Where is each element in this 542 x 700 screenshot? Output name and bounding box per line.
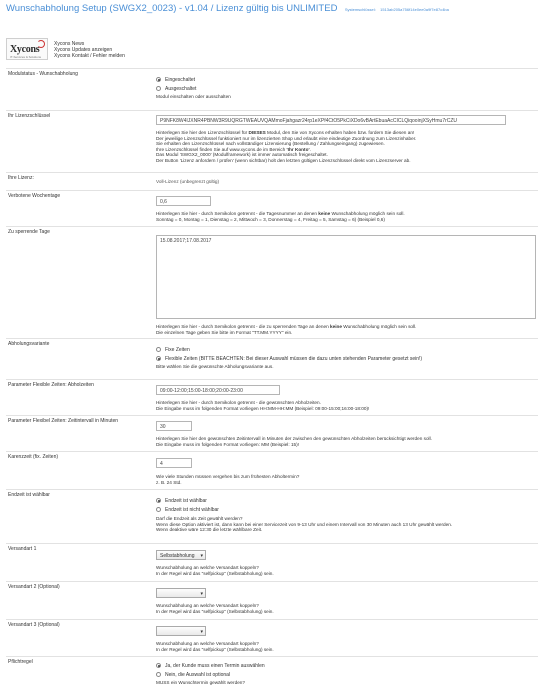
help-versandart-2-line-1: Wunschabholung an welche Versandart koppeln?: [156, 603, 259, 608]
help-versandart-2-line-2: In der Regel wird das "selfpickup" (Selbstabholung) sein.: [156, 608, 274, 614]
page-header: [0, 0, 542, 18]
help-lizenz-line-1: Hinterlegen Sie hier den Lizenzschlüssel für DIESES Modul, den Sie von Xycons erhalten haben bzw. fordern Sie diesen an!: [156, 130, 415, 135]
license-key-input[interactable]: P9NFK8W4IJXNR4PBNW3R9UQRGTWEAUVQAMmoFjahgazr24rp1eXPf4CtO5PkCiXDo6vBArtEbuaAcCICLQiqooinjXSyHmu7rCZU: [156, 115, 506, 125]
label-zeitintervall: Parameter Flexibel Zeiten: Zeitintervall in Minuten: [8, 418, 119, 424]
shipping-method-2-select[interactable]: [156, 588, 206, 598]
radio-fixe-zeiten[interactable]: Fixe Zeiten: [156, 345, 536, 354]
link-xycons-contact[interactable]: Xycons Kontakt / Fehler melden: [54, 53, 125, 59]
help-wochentage-line-1: Hinterlegen Sie hier - durch Semikolon getrennt - die Tagesnummer an denen keine Wunschabholung möglich sein soll.: [156, 211, 405, 216]
label-ihre-lizenz: Ihre Lizenz:: [8, 175, 34, 181]
system-id-label: Systemschlüssel:: [344, 7, 376, 12]
row-karenzzeit: [6, 451, 538, 489]
system-id-value: 1513ab205a756f14e0ee0a9f7e87c4ba: [380, 7, 449, 12]
help-lizenz-line-6: Der Button 'Lizenz anfordern / prüfen' (wenn sichtbar) holt den letzten gültigen Lizenzschlüssel direkt vom Lizenzserver ab.: [156, 157, 411, 163]
grace-period-input[interactable]: 4: [156, 458, 192, 468]
help-abholungsvariante: Bitte wählen Sie die gewünschte Abholungsvariante aus.: [156, 364, 274, 369]
radio-flexible-zeiten[interactable]: Flexible Zeiten (BITTE BEACHTEN: Bei dieser Auswahl müssen die dazu unten stehenden Parameter gesetzt sein!): [156, 354, 536, 363]
xycons-logo: Xycons IT-Services & Solutions: [6, 38, 48, 60]
help-lizenz-line-4: Ihre Lizenzschlüssel finden Sie auf www.xycons.de im Bereich 'Ihr Konto'.: [156, 146, 311, 152]
help-modulstatus: Modul einschalten oder ausschalten: [156, 94, 231, 99]
help-sperrtage-line-1: Hinterlegen Sie hier - durch Semikolon getrennt - die zu sperrenden Tage an denen keine Wunschabholung möglich sein soll.: [156, 324, 417, 329]
row-zu-sperrende-tage: [6, 226, 538, 336]
label-karenzzeit: Karenzzeit (fix. Zeiten): [8, 454, 59, 460]
label-abholungsvariante: Abholungsvariante: [8, 341, 50, 347]
help-lizenz-line-2: Der jeweilige Lizenzschlüssel funktioniert nur im lizenzierten Shop und erlaubt eine eindeutige Zuordnung zum Lizenzinhaber.: [156, 135, 417, 141]
license-status-value: Voll-Lizenz (unbegrenzt gültig): [156, 179, 220, 184]
row-verbotene-wochentage: [6, 190, 538, 226]
help-versandart-1-line-2: In der Regel wird das "selfpickup" (Selbstabholung) sein.: [156, 570, 274, 576]
radio-unchecked-icon[interactable]: [156, 507, 161, 512]
label-lizenzschluessel: Ihr Lizenzschlüssel: [8, 113, 51, 119]
row-lizenzschluessel: [6, 110, 538, 172]
forbidden-weekdays-input[interactable]: 0,6: [156, 196, 211, 206]
help-karenzzeit-line-1: Wie viele Stunden müssen vergehen bis zum frühesten Abholtermin?: [156, 474, 300, 479]
label-zu-sperrende-tage: Zu sperrende Tage: [8, 229, 50, 235]
chevron-down-icon: ▾: [200, 590, 203, 597]
row-versandart-2: [6, 581, 538, 617]
chevron-down-icon: ▾: [200, 552, 203, 559]
help-wochentage-line-2: Sonntag = 0, Montag = 1, Dienstag = 2, Mittwoch = 3, Donnerstag = 4, Freitag = 5, Samstag = 6) (Beispiel 0,6): [156, 216, 385, 222]
blocked-days-textarea[interactable]: 15.08.2017;17.08.2017: [156, 235, 536, 319]
radio-checked-icon[interactable]: [156, 77, 161, 82]
label-modulstatus: Modulstatus - Wunschabholung: [8, 71, 78, 77]
row-abholungsvariante: [6, 338, 538, 380]
xycons-brand: [6, 38, 166, 64]
shipping-method-1-select[interactable]: Selbstabholung ▾: [156, 550, 206, 560]
help-versandart-3-line-2: In der Regel wird das "selfpickup" (Selbstabholung) sein.: [156, 646, 274, 652]
radio-unchecked-icon[interactable]: [156, 347, 161, 352]
label-versandart-2: Versandart 2 (Optional): [8, 584, 60, 590]
label-versandart-1: Versandart 1: [8, 546, 37, 552]
help-versandart-1-line-1: Wunschabholung an welche Versandart koppeln?: [156, 565, 259, 570]
radio-endzeit-nicht-waehlbar[interactable]: Endzeit ist nicht wählbar: [156, 505, 536, 514]
help-endzeit-line-1: Darf die Endzeit als Zeit gewählt werden?: [156, 516, 243, 521]
row-flexible-abholzeiten: [6, 379, 538, 415]
help-endzeit-line-2: Wenn diese Option aktiviert ist, dann kann bei einer Servicezeit von 9-13 Uhr und einem Intervall von 30 Minuten auch 13 Uhr gewählt werden.: [156, 521, 453, 527]
label-verbotene-wochentage: Verbotene Wochentage: [8, 193, 61, 199]
help-zeitintervall-line-1: Hinterlegen Sie hier den gewünschten Zeitintervall in Minuten der zwischen den gewünschten Abholzeiten berücksichtigt werden soll.: [156, 436, 432, 441]
link-xycons-updates[interactable]: Xycons Updates anzeigen: [54, 47, 113, 53]
radio-pflicht-ja[interactable]: Ja, der Kunde muss einen Termin auswählen: [156, 661, 536, 670]
row-ihre-lizenz: [6, 172, 538, 190]
help-endzeit-line-3: Wenn deaktive wäre 12:30 die letzte wählbare Zeit.: [156, 527, 263, 533]
help-karenzzeit-line-2: z. B. 24 Std.: [156, 479, 182, 485]
help-sperrtage-line-2: Die einzelnen Tage geben Sie bitte im Format "TT.MM.YYYY" ein.: [156, 329, 293, 335]
radio-checked-icon[interactable]: [156, 663, 161, 668]
radio-checked-icon[interactable]: [156, 356, 161, 361]
radio-checked-icon[interactable]: [156, 498, 161, 503]
help-abholzeiten-line-2: Die Eingabe muss im folgenden Format vorliegen HH:MM-HH:MM (Beispiel: 09:00-15:00;16:00-18:00)!: [156, 405, 370, 411]
help-zeitintervall-line-2: Die Eingabe muss im folgenden Format vorliegen: MM (Beispiel: 15)!: [156, 441, 300, 447]
help-abholzeiten-line-1: Hinterlegen Sie hier - durch Semikolon getrennt - die gewünschten Abholzeiten.: [156, 400, 321, 405]
link-xycons-news[interactable]: Xycons News: [54, 41, 85, 47]
radio-unchecked-icon[interactable]: [156, 672, 161, 677]
row-versandart-1: [6, 543, 538, 579]
radio-endzeit-waehlbar[interactable]: Endzeit ist wählbar: [156, 496, 536, 505]
pickup-times-input[interactable]: 09:00-12:00;15:00-18:00;20:00-23:00: [156, 385, 280, 395]
radio-unchecked-icon[interactable]: [156, 86, 161, 91]
page-title: Wunschabholung Setup (SWGX2_0023) - v1.04 / Lizenz gültig bis UNLIMITED: [6, 3, 338, 14]
row-versandart-3: [6, 619, 538, 655]
row-zeitintervall: [6, 415, 538, 451]
label-versandart-3: Versandart 3 (Optional): [8, 622, 60, 628]
label-endzeit: Endzeit ist wählbar: [8, 492, 50, 498]
label-pflichtregel: Pflichtregel: [8, 659, 33, 665]
radio-modul-ausgeschaltet[interactable]: Ausgeschaltet: [156, 84, 536, 93]
help-lizenz-line-5: Das Modul 'SWGX2_0000' (Modulframework) ist immer automatisch freigeschaltet.: [156, 152, 328, 158]
row-modulstatus: [6, 68, 538, 110]
row-pflichtregel: [6, 656, 538, 700]
label-flexible-abholzeiten: Parameter Flexible Zeiten: Abholzeiten: [8, 382, 94, 388]
shipping-method-3-select[interactable]: [156, 626, 206, 636]
chevron-down-icon: ▾: [200, 628, 203, 635]
time-interval-input[interactable]: 30: [156, 421, 192, 431]
help-lizenz-line-3: Sie erhalten den Lizenzschlüssel nach vollständiger Lizensierung (Bestellung / Zahlungseingang) zugewiesen.: [156, 141, 385, 147]
help-versandart-3-line-1: Wunschabholung an welche Versandart koppeln?: [156, 641, 259, 646]
row-endzeit: [6, 489, 538, 543]
help-pflichtregel: MUSS ein Wunschtermin gewählt werden?: [156, 680, 246, 685]
radio-modul-eingeschaltet[interactable]: Eingeschaltet: [156, 75, 536, 84]
radio-pflicht-nein[interactable]: Nein, die Auswahl ist optional: [156, 670, 536, 679]
